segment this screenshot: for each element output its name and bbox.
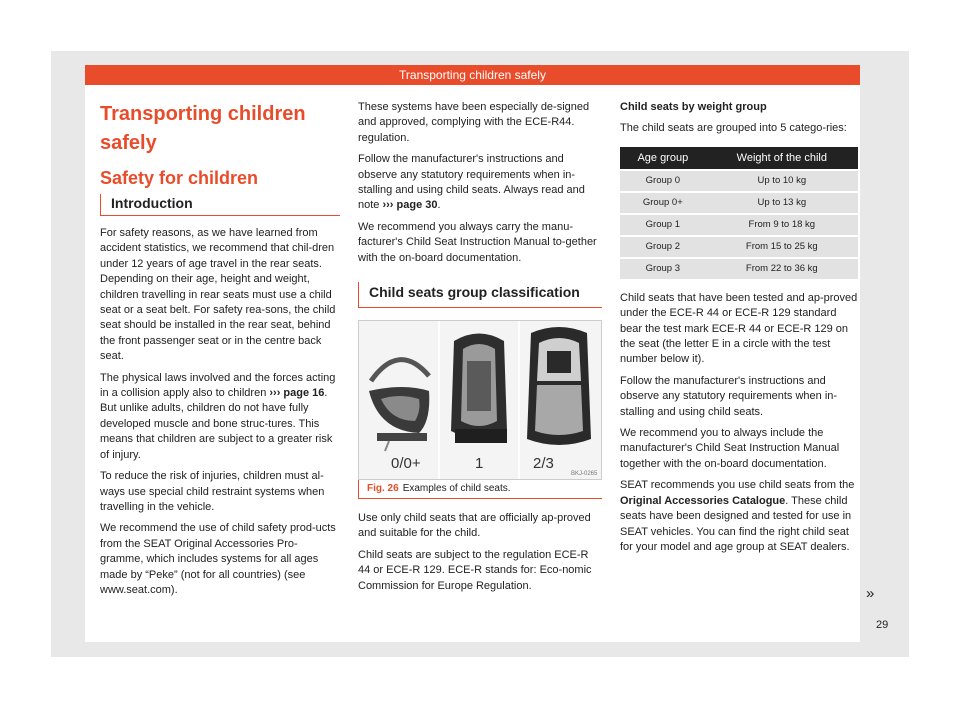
table-cell: Group 0 — [620, 171, 706, 191]
page-title: Transporting children safely — [100, 103, 306, 154]
column-2 — [358, 100, 602, 600]
table-row — [620, 171, 858, 191]
paragraph: We recommend you to always include the manufacturer's Child Seat Instruction Manual together with the on-board documentation. — [620, 427, 840, 470]
table-cell: Group 3 — [620, 259, 706, 279]
paragraph: To reduce the risk of injuries, children must al-ways use special child restraint systems when travelling in the vehicle. — [100, 470, 325, 513]
figure-label-group-2-3: 2/3 — [533, 455, 554, 473]
table-cell: Up to 13 kg — [706, 193, 858, 213]
weight-group-table — [620, 145, 858, 281]
weight-group-heading: Child seats by weight group — [620, 101, 767, 113]
page-reference-link[interactable]: ››› page 30 — [382, 199, 438, 212]
paragraph: For safety reasons, as we have learned from accident statistics, we recommend that chil-dren under 12 years of age travel in the rear seats. Depending on their age, height and weight, children travelling in rear seats must use a child seat or a seat belt. For safety rea-sons, the child seat should be installed in the rear seat, behind the front passenger seat or in the centre back seat. — [100, 227, 336, 363]
text: The physical laws involved and the forces acting in a collision apply also to children — [100, 371, 336, 400]
paragraph — [100, 371, 340, 463]
paragraph: We recommend the use of child safety prod-ucts from the SEAT Original Accessories Pro-gramme, which includes systems for all ages made by “Peke” (not for all countries) (see www.seat.com). — [100, 522, 336, 596]
infant-carrier-icon — [369, 360, 429, 451]
toddler-seat-icon — [451, 334, 507, 444]
paragraph: These systems have been especially de-signed and approved, complying with the ECE-R44. regulation. — [358, 101, 590, 144]
paragraph: Use only child seats that are officially ap-proved and suitable for the child. — [358, 512, 591, 540]
paragraph: Follow the manufacturer's instructions and observe any statutory requirements when in-stalling and using child seats. — [620, 374, 838, 418]
section-heading-introduction: Introduction — [100, 194, 340, 216]
table-cell: Group 1 — [620, 215, 706, 235]
column-3 — [620, 100, 860, 561]
column-header: Age group — [620, 147, 706, 169]
figure-label-group-0: 0/0+ — [391, 455, 421, 473]
table-header-row — [620, 147, 858, 169]
paragraph: Child seats that have been tested and ap-proved under the ECE-R 44 or ECE-R 129 standard bear the test mark ECE-R 44 or ECE-R 129 on the seat (the letter E in a circle with the test number below it). — [620, 291, 858, 366]
child-seats-illustration — [359, 321, 601, 479]
text: SEAT recommends you use child seats from the — [620, 479, 855, 492]
table-row — [620, 215, 858, 235]
child-seats-figure — [358, 320, 602, 480]
booster-seat-icon — [527, 327, 591, 445]
page-reference-link[interactable]: ››› page 16 — [269, 387, 325, 400]
text: . — [437, 199, 441, 212]
paragraph: Child seats are subject to the regulation ECE-R 44 or ECE-R 129. ECE-R stands for: Eco-nomic Commission for Europe Regulation. — [358, 548, 592, 592]
section-heading-group-classification: Child seats group classification — [358, 282, 602, 308]
figure-number: Fig. 26 — [367, 483, 399, 495]
column-1 — [100, 100, 340, 604]
figure-code: BKJ-0265 — [571, 471, 598, 478]
text: . These child seats have been designed and tested for use in SEAT vehicles. You can find the right child seat for your model and age group at SEAT dealers. — [620, 494, 852, 553]
subtitle: Safety for children — [100, 168, 259, 188]
table-cell: Group 0+ — [620, 193, 706, 213]
table-cell: From 9 to 18 kg — [706, 215, 858, 235]
table-row — [620, 259, 858, 279]
text: . But unlike adults, children do not have fully developed muscle and bone struc-tures. This means that children are subject to a greater risk of injury. — [100, 387, 333, 461]
figure-caption — [358, 480, 602, 499]
paragraph — [358, 152, 602, 214]
table-cell: Group 2 — [620, 237, 706, 257]
running-header: Transporting children safely — [85, 65, 860, 85]
table-row — [620, 193, 858, 213]
accessories-catalogue-name: Original Accessories Catalogue — [620, 494, 786, 507]
table-cell: Up to 10 kg — [706, 171, 858, 191]
figure-label-group-1: 1 — [475, 455, 484, 473]
column-header: Weight of the child — [706, 147, 858, 169]
table-cell: From 15 to 25 kg — [706, 237, 858, 257]
page-number: 29 — [876, 619, 889, 631]
table-cell: From 22 to 36 kg — [706, 259, 858, 279]
paragraph: The child seats are grouped into 5 catego-ries: — [620, 122, 847, 135]
text: Follow the manufacturer's instructions and observe any statutory requirements when in-stalling and using child seats. Always read and note — [358, 153, 585, 212]
paragraph — [620, 478, 860, 555]
caption-text: Examples of child seats. — [402, 483, 511, 495]
table-row — [620, 237, 858, 257]
paragraph: We recommend you always carry the manu-facturer's Child Seat Instruction Manual to-gether with the on-board documentation. — [358, 220, 597, 264]
continued-icon: » — [866, 585, 875, 602]
